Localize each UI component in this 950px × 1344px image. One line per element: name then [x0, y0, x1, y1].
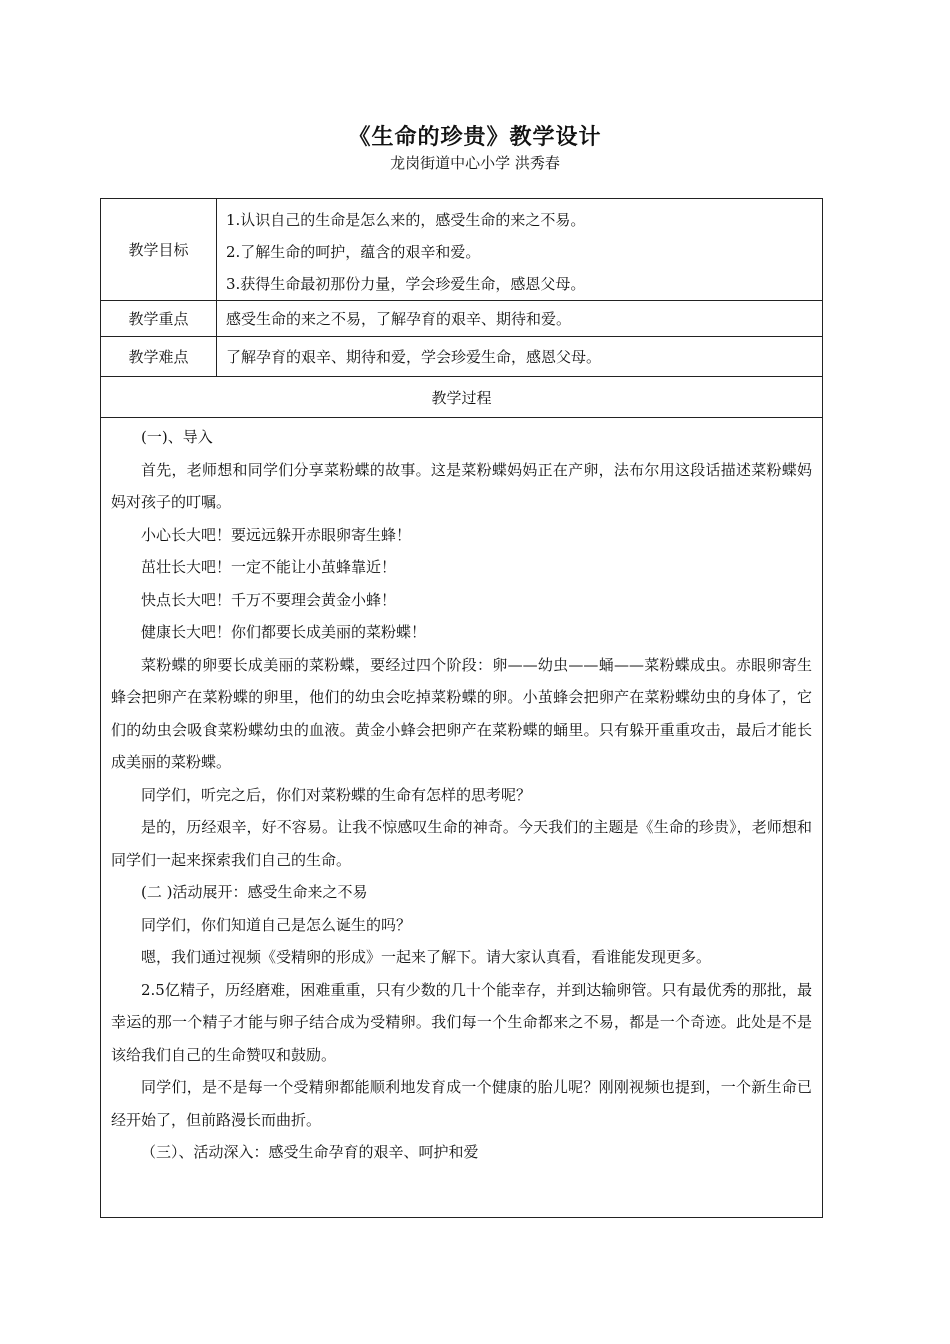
section-heading: (一)、导入 [141, 428, 213, 446]
section-heading: （三）、活动深入：感受生命孕育的艰辛、呵护和爱 [141, 1143, 479, 1161]
goals-label: 教学目标 [101, 199, 217, 300]
paragraph: 是的，历经艰辛，好不容易。让我不惊感叹生命的神奇。今天我们的主题是《生命的珍贵》，老师想和同学们一起来探索我们自己的生命。 [111, 818, 812, 869]
paragraph: 同学们，听完之后，你们对菜粉蝶的生命有怎样的思考呢？ [141, 785, 532, 804]
goals-content [217, 199, 822, 300]
page-title: 《生命的珍贵》教学设计 [348, 125, 602, 150]
difficulties-row [101, 337, 822, 377]
paragraph: 同学们，是不是每一个受精卵都能顺利地发育成一个健康的胎儿呢？刚刚视频也提到，一个新生命已经开始了，但前路漫长而曲折。 [111, 1078, 812, 1129]
key-points-label: 教学重点 [101, 301, 217, 336]
author-line: 龙岗街道中心小学 洪秀春 [390, 154, 560, 172]
key-points-row [101, 301, 822, 337]
paragraph: 茁壮长大吧！一定不能让小茧蜂靠近！ [141, 558, 397, 576]
paragraph: 嗯，我们通过视频《受精卵的形成》一起来了解下。请大家认真看，看谁能发现更多。 [141, 948, 712, 966]
paragraph: 菜粉蝶的卵要长成美丽的菜粉蝶，要经过四个阶段：卵——幼虫——蛹——菜粉蝶成虫。赤眼卵寄生蜂会把卵产在菜粉蝶的卵里，他们的幼虫会吃掉菜粉蝶的卵。小茧蜂会把卵产在菜粉蝶幼虫的身体了，它们的幼虫会吸食菜粉蝶幼虫的血液。黄金小蜂会把卵产在菜粉蝶的蛹里。只有躲开重重攻击，最后才能长成美丽的菜粉蝶。 [111, 655, 812, 771]
lesson-plan-table [100, 198, 823, 1218]
process-header: 教学过程 [101, 377, 822, 418]
paragraph: 首先，老师想和同学们分享菜粉蝶的故事。这是菜粉蝶妈妈正在产卵，法布尔用这段话描述菜粉蝶妈妈对孩子的叮嘱。 [111, 460, 812, 511]
goal-item: 1.认识自己的生命是怎么来的，感受生命的来之不易。 [226, 211, 586, 229]
goal-item: 2.了解生命的呵护，蕴含的艰辛和爱。 [226, 243, 481, 261]
key-points-content: 感受生命的来之不易，了解孕育的艰辛、期待和爱。 [226, 310, 572, 328]
difficulties-label: 教学难点 [101, 337, 217, 376]
paragraph: 2.5亿精子，历经磨难，困难重重，只有少数的几十个能幸存，并到达输卵管。只有最优秀的那批，最幸运的那一个精子才能与卵子结合成为受精卵。我们每一个生命都来之不易，都是一个奇迹。此处是不是该给我们自己的生命赞叹和鼓励。 [111, 980, 812, 1064]
section-heading: (二 )活动展开：感受生命来之不易 [141, 883, 368, 901]
paragraph: 同学们，你们知道自己是怎么诞生的吗？ [141, 915, 412, 934]
process-body [101, 418, 822, 1169]
paragraph: 健康长大吧！你们都要长成美丽的菜粉蝶！ [141, 623, 427, 641]
goal-item: 3.获得生命最初那份力量，学会珍爱生命，感恩父母。 [226, 275, 586, 293]
paragraph: 快点长大吧！千万不要理会黄金小蜂！ [141, 590, 397, 609]
difficulties-content: 了解孕育的艰辛、期待和爱，学会珍爱生命，感恩父母。 [226, 348, 602, 366]
paragraph: 小心长大吧！要远远躲开赤眼卵寄生蜂！ [141, 525, 412, 544]
goals-row [101, 199, 822, 301]
